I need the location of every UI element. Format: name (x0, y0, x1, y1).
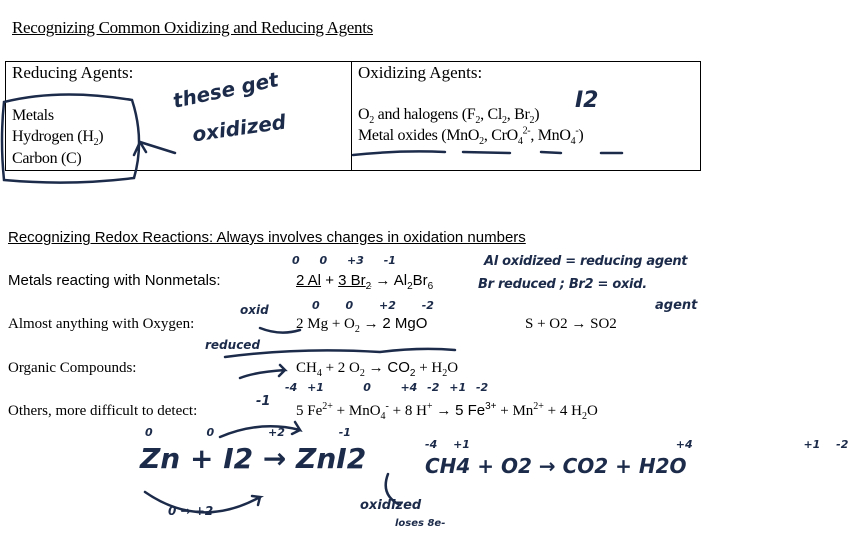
row-label: Metals reacting with Nonmetals: (8, 272, 221, 289)
hw-ox-numbers: 0 0 +2 -1 (145, 426, 351, 439)
hw-ch4-equation: CH4 + O2 → CO2 + H2O (425, 454, 687, 478)
hw-oxid: oxid (240, 303, 269, 317)
row-label: Others, more difficult to detect: (8, 403, 198, 419)
equation: 2 Al + 3 $Br_2 \to Al_2Br_6$ (296, 272, 434, 292)
equation: 5 $Fe^{2+} + MnO_4^- + 8$ H+ → 5 $Fe^{3+} + Mn^{2+} + 4$ $H_2O$ (296, 401, 598, 422)
hw-zn-change: 0 → +2 (168, 504, 214, 518)
hw-reduced: reduced (205, 338, 261, 352)
oxidizing-header: Oxidizing Agents: (358, 63, 483, 82)
row-label: Organic Compounds: (8, 360, 137, 376)
hw-note: Br reduced ; Br2 = oxid. (478, 277, 647, 292)
hw-ox-numbers: -4 +1 0 +4 -2 +1 -2 (285, 381, 489, 394)
reducing-header: Reducing Agents: (12, 63, 134, 82)
hw-i2: I2 (575, 88, 599, 113)
hw-zn-equation: Zn + I2 → ZnI2 (140, 442, 367, 475)
hw-ox-number: -1 (256, 394, 271, 409)
hw-oxidized: oxidized (190, 109, 288, 147)
hw-note: agent (655, 298, 698, 313)
hw-note: Al oxidized = reducing agent (484, 254, 688, 269)
page-title: Recognizing Common Oxidizing and Reducing Agents (12, 18, 373, 37)
equation: $CH_4 + 2$ $O_2 \to CO_2 + H_2O$ (296, 359, 459, 379)
reducing-item: Hydrogen $(H_2)$ (12, 128, 104, 149)
hw-ox-numbers: 0 0 +2 -2 (312, 299, 434, 312)
equation-sulfur: S + O2 → SO2 (525, 316, 617, 332)
section-title: Recognizing Redox Reactions: Always involves changes in oxidation numbers (8, 229, 526, 246)
oxidizing-item: Metal oxides (MnO$_2$, CrO$_4^{2-}$, MnO$_4$-) (358, 125, 584, 148)
hw-loses: loses 8e- (395, 518, 446, 529)
reducing-item: Metals (12, 107, 54, 124)
oxidizing-item: $O_2$ and halogens ($F_2$, $Cl_2$, $Br_2$) (358, 106, 540, 127)
reducing-item: Carbon (C) (12, 150, 82, 167)
row-label: Almost anything with Oxygen: (8, 316, 195, 332)
equation: 2 $Mg + O_2 \to 2$ MgO (296, 315, 428, 335)
hw-these-get: these get (170, 67, 281, 113)
hw-oxidized: oxidized (360, 498, 422, 513)
hw-ox-numbers: -4 +1 +4 +1 -2 (425, 438, 848, 451)
hw-ox-numbers: 0 0 +3 -1 (292, 254, 396, 267)
